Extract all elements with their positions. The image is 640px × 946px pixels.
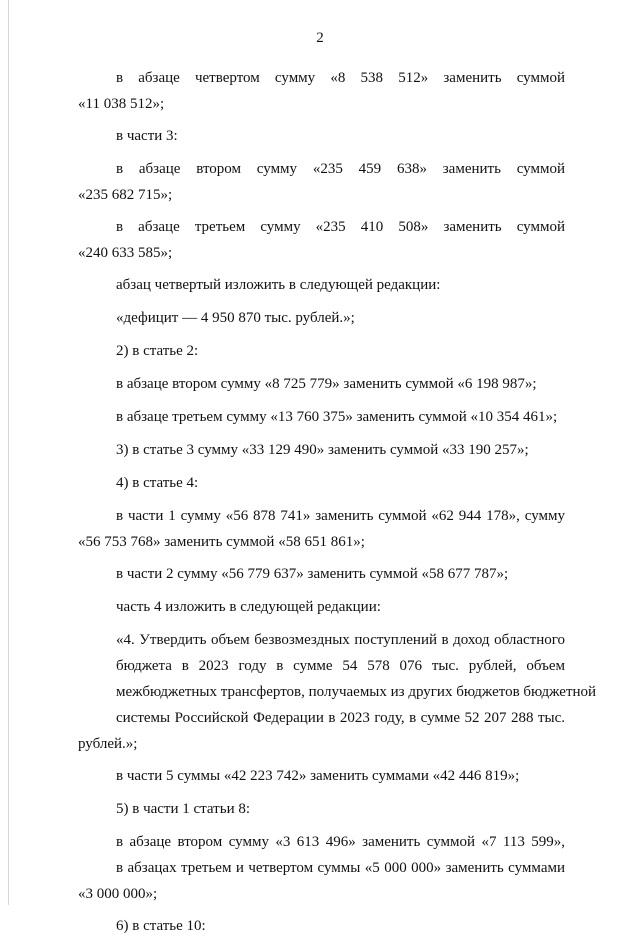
paragraph: 3) в статье 3 сумму «33 129 490» заменить суммой «33 190 257»; <box>116 442 529 458</box>
paragraph-line: в части 1 сумму «56 878 741» заменить суммой «62 944 178», сумму <box>116 508 565 524</box>
document-body <box>78 65 597 946</box>
paragraph-line: «3 000 000»; <box>78 886 158 902</box>
paragraph <box>78 65 565 117</box>
paragraph <box>78 214 565 266</box>
paragraph-line: системы Российской Федерации в 2023 году, в сумме 52 207 288 тыс. <box>116 710 565 726</box>
paragraph-line: «4. Утвердить объем безвозмездных поступлений в доход областного <box>116 632 565 648</box>
paragraph <box>78 503 565 555</box>
scan-edge-line <box>8 0 9 905</box>
paragraph: 5) в части 1 статьи 8: <box>116 801 251 817</box>
paragraph-line: «56 753 768» заменить суммой «58 651 861»; <box>78 534 365 550</box>
paragraph: в части 3: <box>116 128 178 144</box>
paragraph-line: в абзаце втором сумму «3 613 496» заменить суммой «7 113 599», <box>116 834 565 850</box>
paragraph: 4) в статье 4: <box>116 475 199 491</box>
paragraph: 2) в статье 2: <box>116 343 199 359</box>
paragraph-line: в абзаце третьем сумму «235 410 508» заменить суммой <box>116 219 565 235</box>
paragraph: «дефицит — 4 950 870 тыс. рублей.»; <box>116 310 355 326</box>
paragraph-line: в абзаце втором сумму «235 459 638» заменить суммой <box>116 161 565 177</box>
page-number: 2 <box>316 30 324 46</box>
paragraph-line: в абзацах третьем и четвертом суммы «5 000 000» заменить суммами <box>116 860 565 876</box>
paragraph-line: бюджета в 2023 году в сумме 54 578 076 тыс. рублей, объем <box>116 658 565 674</box>
paragraph-line: в абзаце четвертом сумму «8 538 512» заменить суммой <box>116 70 565 86</box>
paragraph-line: межбюджетных трансфертов, получаемых из других бюджетов бюджетной <box>116 684 597 700</box>
paragraph: в части 5 суммы «42 223 742» заменить суммами «42 446 819»; <box>116 768 520 784</box>
paragraph-line: «235 682 715»; <box>78 187 173 203</box>
paragraph <box>78 627 597 757</box>
paragraph <box>78 156 565 208</box>
paragraph: в абзаце третьем сумму «13 760 375» заменить суммой «10 354 461»; <box>116 409 558 425</box>
paragraph: 6) в статье 10: <box>116 918 206 934</box>
paragraph: в части 2 сумму «56 779 637» заменить суммой «58 677 787»; <box>116 566 509 582</box>
paragraph: абзац четвертый изложить в следующей редакции: <box>116 277 441 293</box>
paragraph-line: «11 038 512»; <box>78 96 165 112</box>
paragraph: часть 4 изложить в следующей редакции: <box>116 599 381 615</box>
paragraph-line: рублей.»; <box>78 736 138 752</box>
paragraph: в абзаце втором сумму «8 725 779» заменить суммой «6 198 987»; <box>116 376 537 392</box>
paragraph-line: «240 633 585»; <box>78 245 173 261</box>
paragraph <box>78 829 565 907</box>
